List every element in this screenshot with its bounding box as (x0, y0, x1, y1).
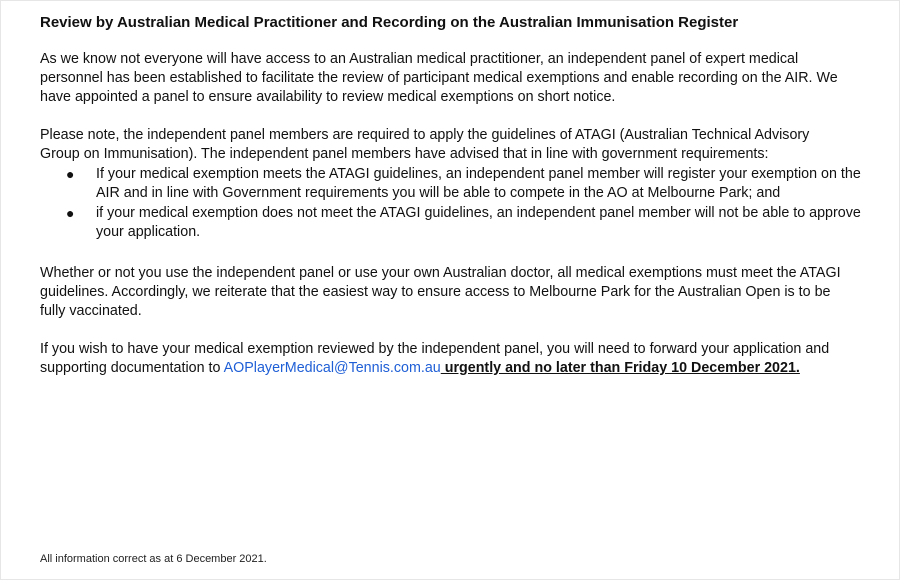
paragraph-panel-intro: As we know not everyone will have access to an Australian medical practitioner, an independent panel of expert medical personnel has been established to facilitate the review of participant medical exemptions and enable recording on the AIR. We have appointed a panel to ensure availability to review medical exemptions on short notice. (40, 51, 838, 105)
deadline-text: urgently and no later than Friday 10 December 2021. (440, 360, 800, 376)
list-item-text: If your medical exemption meets the ATAGI guidelines, an independent panel member will register your exemption on the AIR and in line with Government requirements you will be able to compete in the AO at Melbourne Park; and (96, 166, 861, 201)
list-item (66, 165, 886, 203)
paragraph-atagi-guidelines: Please note, the independent panel members are required to apply the guidelines of ATAGI (Australian Technical Advisory Group on Immunisation). The independent panel members have advised that in line with government requirements: (40, 127, 810, 162)
paragraph-submission-instructions (40, 340, 850, 378)
paragraph-vaccination-note: Whether or not you use the independent panel or use your own Australian doctor, all medical exemptions must meet the ATAGI guidelines. Accordingly, we reiterate that the easiest way to ensure access to Melbourne Park for the Australian Open is to be fully vaccinated. (40, 265, 841, 319)
submission-lead-text: If you wish to have your medical exemption reviewed by the independent panel, you will need to forward your application and supporting documentation to (40, 341, 830, 376)
list-item-text: if your medical exemption does not meet the ATAGI guidelines, an independent panel member will not be able to approve your application. (96, 205, 861, 240)
footer-note: All information correct as at 6 December 2021. (40, 553, 267, 565)
email-link[interactable]: AOPlayerMedical@Tennis.com.au (223, 360, 441, 376)
list-item (66, 204, 886, 242)
bullet-dot-icon: ● (66, 205, 75, 221)
bullet-dot-icon: ● (66, 166, 75, 182)
requirements-list (40, 165, 886, 242)
document-heading: Review by Australian Medical Practitioner and Recording on the Australian Immunisation Register (40, 14, 739, 31)
